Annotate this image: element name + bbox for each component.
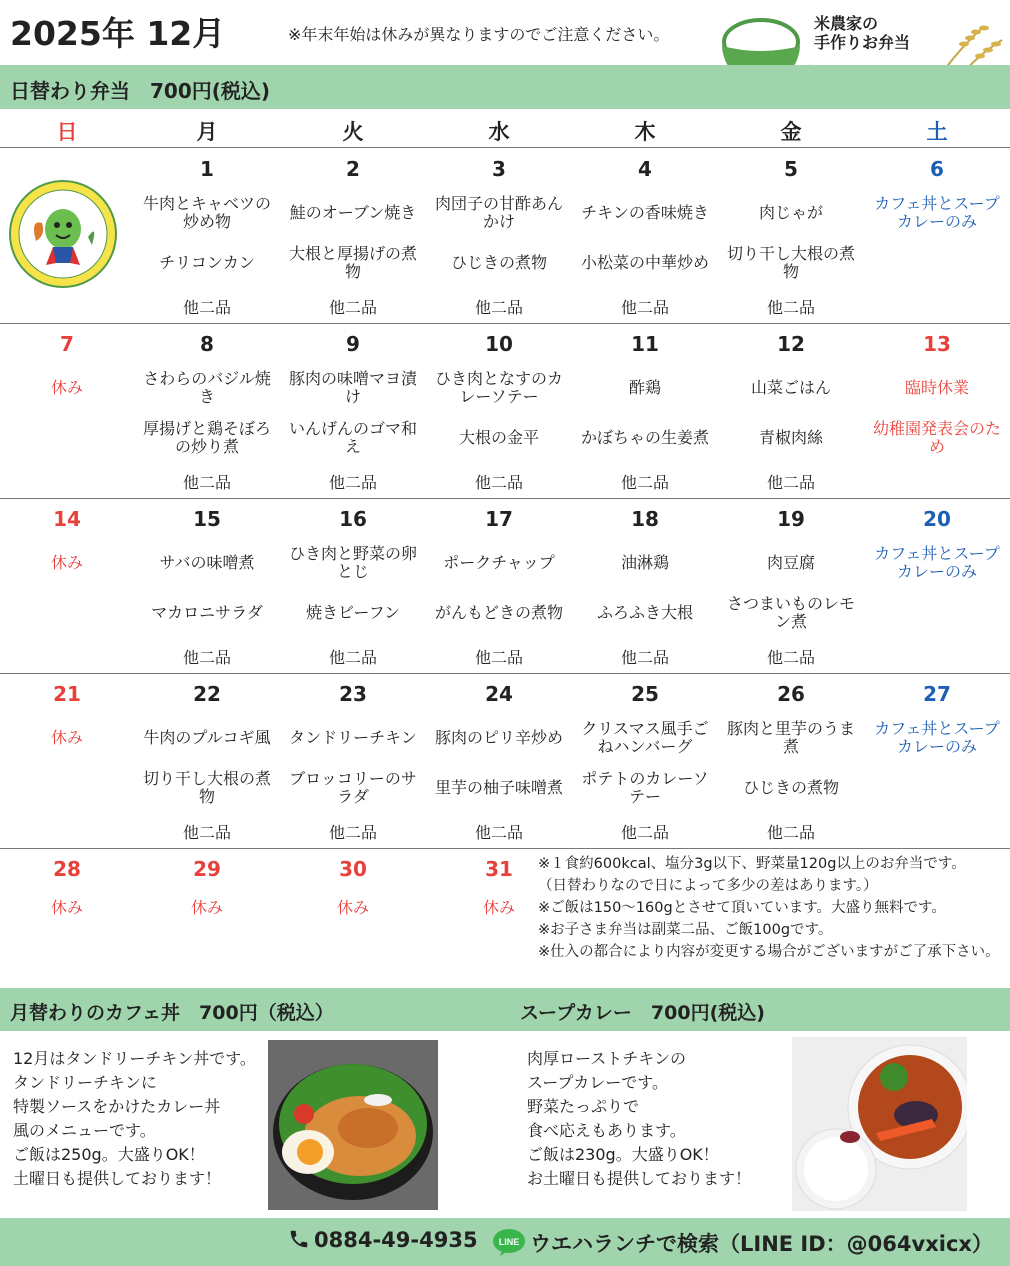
day-number: 2 bbox=[346, 157, 360, 181]
line-search-text: ウエハランチで検索（LINE ID：@064vxicx） bbox=[530, 1232, 993, 1256]
main-dish: ひき肉と野菜の卵とじ bbox=[288, 544, 417, 581]
day-number: 16 bbox=[339, 507, 367, 531]
day-cell bbox=[426, 324, 572, 499]
week-row bbox=[0, 674, 1010, 849]
main-dish: クリスマス風手ごねハンバーグ bbox=[581, 719, 709, 756]
weekday-tue: 火 bbox=[342, 120, 364, 144]
day-number: 19 bbox=[777, 507, 805, 531]
side-dish: マカロニサラダ bbox=[151, 603, 263, 622]
notes-list bbox=[538, 853, 1008, 963]
main-dish: ひき肉となすのカレーソテー bbox=[434, 369, 563, 406]
main-dish: 豚肉の味噌マヨ漬け bbox=[288, 369, 417, 406]
main-dish: 油淋鶏 bbox=[620, 553, 669, 572]
day-number: 6 bbox=[930, 157, 944, 181]
note-line: ※１食約600kcal、塩分3g以下、野菜量120g以上のお弁当です。 bbox=[538, 856, 966, 872]
day-number: 21 bbox=[53, 682, 81, 706]
weekday-wed: 水 bbox=[488, 120, 510, 144]
day-number: 24 bbox=[485, 682, 513, 706]
phone-contact[interactable] bbox=[288, 1228, 478, 1252]
day-number: 8 bbox=[200, 332, 214, 356]
soup-curry-description: 肉厚ローストチキンの スープカレーです。 野菜たっぷりで 食べ応えもあります。 ご飯は230g。大盛りOK！ お土曜日も提供しております！ bbox=[527, 1049, 752, 1188]
cafe-don-photo bbox=[268, 1040, 438, 1210]
specials-banner bbox=[0, 988, 1010, 1031]
main-dish: チキンの香味焼き bbox=[581, 203, 709, 222]
weekday-mon: 月 bbox=[196, 120, 218, 144]
cafe-don-description: 12月はタンドリーチキン丼です。 タンドリーチキンに 特製ソースをかけたカレー丼 風のメニューです。 ご飯は250g。大盛りOK！ 土曜日も提供しております！ bbox=[13, 1049, 256, 1188]
other-dishes: 他二品 bbox=[182, 823, 231, 842]
week-row bbox=[0, 499, 1010, 674]
day-cell bbox=[0, 674, 140, 849]
day-cell bbox=[0, 324, 140, 499]
daily-bento-banner: 日替わり弁当 700円(税込) bbox=[0, 65, 1010, 109]
day-cell bbox=[864, 674, 1010, 849]
side-dish: ブロッコリーのサラダ bbox=[289, 769, 417, 806]
side-dish: ひじきの煮物 bbox=[450, 253, 547, 272]
other-dishes: 他二品 bbox=[328, 823, 377, 842]
day-cell bbox=[0, 499, 140, 674]
day-number: 28 bbox=[53, 857, 81, 881]
weekday-sat: 土 bbox=[926, 120, 948, 144]
main-dish: サバの味噌煮 bbox=[159, 553, 255, 572]
main-dish: さわらのバジル焼き bbox=[143, 369, 271, 406]
logo-subtitle: 米農家の 手作りお弁当 bbox=[814, 14, 911, 52]
cafe-don-title: 月替わりのカフェ丼 700円（税込） bbox=[10, 1002, 334, 1024]
other-dishes: 他二品 bbox=[328, 473, 377, 492]
soup-curry-photo bbox=[792, 1037, 967, 1211]
day-number: 14 bbox=[53, 507, 81, 531]
side-dish: 里芋の柚子味噌煮 bbox=[434, 778, 563, 797]
side-dish: さつまいものレモン煮 bbox=[726, 594, 855, 631]
day-cell bbox=[280, 499, 426, 674]
side-dish: 青椒肉絲 bbox=[758, 428, 823, 447]
day-number: 25 bbox=[631, 682, 659, 706]
year-end-notice: ※年末年始は休みが異なりますのでご注意ください。 bbox=[288, 25, 670, 44]
day-number: 13 bbox=[923, 332, 951, 356]
other-dishes: 他二品 bbox=[182, 648, 231, 667]
other-dishes: 他二品 bbox=[620, 648, 669, 667]
other-dishes: 他二品 bbox=[182, 298, 231, 317]
closed-label: 休み bbox=[50, 898, 83, 917]
other-dishes: 他二品 bbox=[766, 473, 815, 492]
day-number: 11 bbox=[631, 332, 659, 356]
day-number: 17 bbox=[485, 507, 513, 531]
side-dish: ポテトのカレーソテー bbox=[581, 769, 709, 806]
day-number: 7 bbox=[60, 332, 74, 356]
main-dish: ポークチャップ bbox=[443, 553, 555, 572]
day-number: 26 bbox=[777, 682, 805, 706]
side-dish: 小松菜の中華炒め bbox=[580, 253, 709, 272]
other-dishes: 他二品 bbox=[766, 823, 815, 842]
other-dishes: 他二品 bbox=[328, 298, 377, 317]
side-dish: チリコンカン bbox=[159, 253, 255, 272]
day-number: 30 bbox=[339, 857, 367, 881]
main-dish: 肉豆腐 bbox=[766, 553, 815, 572]
saturday-note: カフェ丼とスープカレーのみ bbox=[874, 194, 1000, 231]
other-dishes: 他二品 bbox=[182, 473, 231, 492]
day-cell bbox=[280, 149, 426, 324]
day-cell bbox=[134, 324, 280, 499]
other-dishes: 他二品 bbox=[474, 648, 523, 667]
side-dish: 焼きビーフン bbox=[306, 603, 400, 622]
day-cell bbox=[134, 499, 280, 674]
other-dishes: 他二品 bbox=[620, 298, 669, 317]
side-dish: ふろふき大根 bbox=[596, 603, 693, 622]
page-title: 2025年 12月 bbox=[10, 14, 226, 53]
side-dish: 大根と厚揚げの煮物 bbox=[288, 244, 417, 281]
day-number: 4 bbox=[638, 157, 652, 181]
mascot-badge-icon bbox=[8, 179, 118, 289]
other-dishes: 他二品 bbox=[474, 298, 523, 317]
note-line: ※お子さま弁当は副菜二品、ご飯100gです。 bbox=[538, 922, 833, 938]
day-number: 1 bbox=[200, 157, 214, 181]
day-cell bbox=[864, 324, 1010, 499]
day-cell bbox=[572, 324, 718, 499]
day-number: 22 bbox=[193, 682, 221, 706]
note-line: ※ご飯は150〜160gとさせて頂いています。大盛り無料です。 bbox=[538, 900, 946, 916]
day-cell bbox=[0, 149, 140, 324]
day-number: 20 bbox=[923, 507, 951, 531]
day-number: 23 bbox=[339, 682, 367, 706]
temporary-closure-label: 臨時休業 bbox=[904, 378, 969, 397]
closure-reason: 幼稚園発表会のため bbox=[872, 419, 1001, 456]
side-dish: いんげんのゴマ和え bbox=[288, 419, 417, 456]
side-dish: かぼちゃの生姜煮 bbox=[580, 428, 709, 447]
main-dish: 牛肉のプルコギ風 bbox=[143, 728, 271, 747]
day-cell bbox=[426, 149, 572, 324]
day-cell bbox=[572, 674, 718, 849]
closed-label: 休み bbox=[50, 728, 83, 747]
side-dish: 切り干し大根の煮物 bbox=[726, 244, 855, 281]
other-dishes: 他二品 bbox=[328, 648, 377, 667]
closed-label: 休み bbox=[50, 378, 83, 397]
line-icon bbox=[492, 1228, 526, 1256]
main-dish: 山菜ごはん bbox=[750, 378, 831, 397]
day-cell bbox=[426, 674, 572, 849]
day-number: 15 bbox=[193, 507, 221, 531]
day-cell bbox=[280, 324, 426, 499]
day-number: 3 bbox=[492, 157, 506, 181]
note-line: （日替わりなので日によって多少の差はあります。） bbox=[538, 878, 878, 894]
main-dish: 肉じゃが bbox=[758, 203, 823, 222]
soup-curry-title: スープカレー 700円(税込) bbox=[520, 1002, 765, 1024]
phone-icon bbox=[288, 1228, 310, 1250]
day-cell bbox=[718, 674, 864, 849]
main-dish: 鮭のオーブン焼き bbox=[289, 203, 417, 222]
day-number: 29 bbox=[193, 857, 221, 881]
day-number: 10 bbox=[485, 332, 513, 356]
saturday-note: カフェ丼とスープカレーのみ bbox=[874, 544, 1000, 581]
main-dish: 肉団子の甘酢あんかけ bbox=[434, 194, 563, 231]
day-cell bbox=[718, 324, 864, 499]
closed-label: 休み bbox=[190, 898, 223, 917]
day-cell bbox=[572, 149, 718, 324]
note-line: ※仕入の都合により内容が変更する場合がございますがご了承下さい。 bbox=[538, 944, 1000, 960]
closed-label: 休み bbox=[50, 553, 83, 572]
day-cell bbox=[572, 499, 718, 674]
week-row bbox=[0, 149, 1010, 324]
other-dishes: 他二品 bbox=[474, 823, 523, 842]
line-contact[interactable] bbox=[492, 1228, 993, 1258]
side-dish: 大根の金平 bbox=[458, 428, 539, 447]
phone-number: 0884-49-4935 bbox=[314, 1228, 478, 1252]
week-row bbox=[0, 324, 1010, 499]
day-number: 12 bbox=[777, 332, 805, 356]
day-cell bbox=[134, 149, 280, 324]
main-dish: 牛肉とキャベツの炒め物 bbox=[142, 194, 271, 231]
day-cell bbox=[426, 499, 572, 674]
side-dish: 切り干し大根の煮物 bbox=[142, 769, 271, 806]
weekday-sun: 日 bbox=[56, 120, 78, 144]
other-dishes: 他二品 bbox=[766, 648, 815, 667]
day-cell bbox=[864, 499, 1010, 674]
day-number: 31 bbox=[485, 857, 513, 881]
other-dishes: 他二品 bbox=[620, 823, 669, 842]
day-cell bbox=[280, 674, 426, 849]
day-cell bbox=[864, 149, 1010, 324]
main-dish: 酢鶏 bbox=[628, 378, 661, 397]
main-dish: 豚肉のピリ辛炒め bbox=[434, 728, 563, 747]
day-cell bbox=[718, 149, 864, 324]
day-cell bbox=[134, 674, 280, 849]
day-number: 9 bbox=[346, 332, 360, 356]
weekday-fri: 金 bbox=[780, 120, 802, 144]
weekday-header bbox=[0, 110, 1010, 148]
other-dishes: 他二品 bbox=[620, 473, 669, 492]
closed-label: 休み bbox=[482, 898, 515, 917]
day-cell bbox=[718, 499, 864, 674]
weekday-thu: 木 bbox=[634, 120, 656, 144]
side-dish: ひじきの煮物 bbox=[742, 778, 839, 797]
side-dish: がんもどきの煮物 bbox=[434, 603, 563, 622]
day-number: 18 bbox=[631, 507, 659, 531]
main-dish: タンドリーチキン bbox=[289, 728, 417, 747]
day-number: 5 bbox=[784, 157, 798, 181]
other-dishes: 他二品 bbox=[766, 298, 815, 317]
side-dish: 厚揚げと鶏そぼろの炒り煮 bbox=[142, 419, 271, 456]
contact-footer bbox=[0, 1218, 1010, 1266]
day-number: 27 bbox=[923, 682, 951, 706]
closed-label: 休み bbox=[336, 898, 369, 917]
main-dish: 豚肉と里芋のうま煮 bbox=[726, 719, 855, 756]
saturday-note: カフェ丼とスープカレーのみ bbox=[874, 719, 1000, 756]
other-dishes: 他二品 bbox=[474, 473, 523, 492]
line-badge-text: LINE bbox=[498, 1237, 520, 1247]
